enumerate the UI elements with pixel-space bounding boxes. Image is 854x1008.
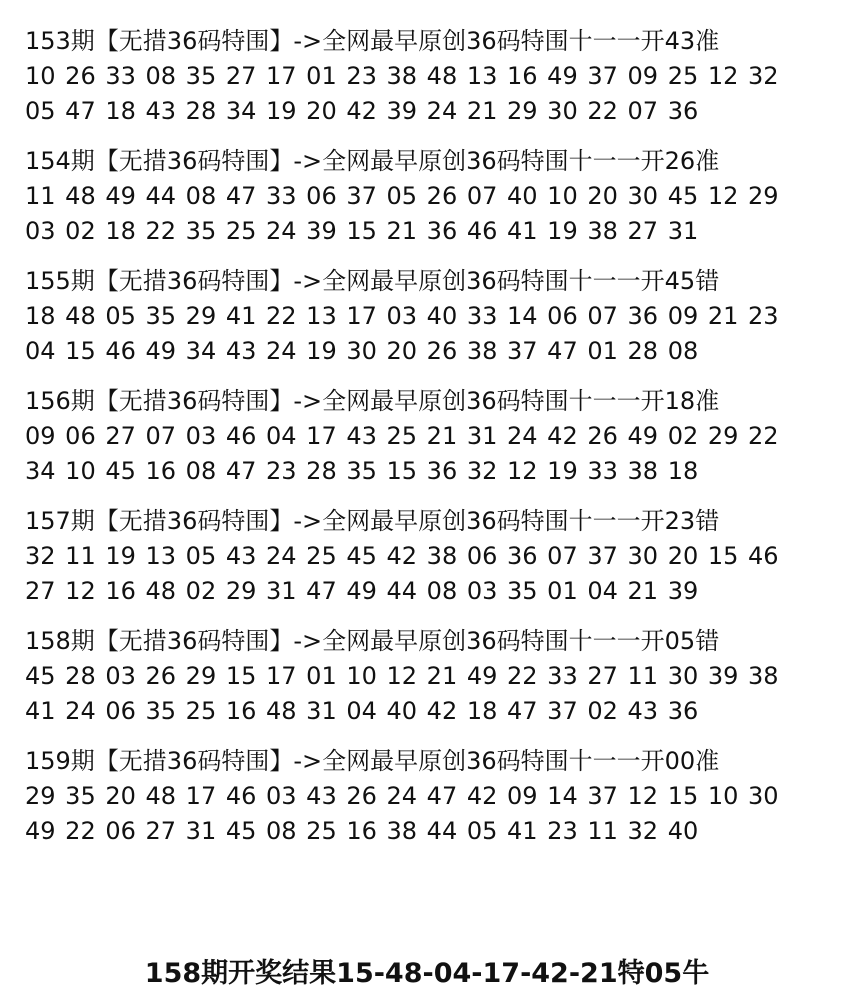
entry-header: 156期【无措36码特围】->全网最早原创36码特围十一一开18准 bbox=[25, 387, 720, 415]
number-row: 05 47 18 43 28 34 19 20 42 39 24 21 29 30 22 07 36 bbox=[25, 97, 699, 125]
entry-header: 155期【无措36码特围】->全网最早原创36码特围十一一开45错 bbox=[25, 267, 720, 295]
entry-154 bbox=[25, 144, 835, 249]
number-row: 32 11 19 13 05 43 24 25 45 42 38 06 36 07 37 30 20 15 46 bbox=[25, 542, 779, 570]
number-row: 29 35 20 48 17 46 03 43 26 24 47 42 09 14 37 12 15 10 30 bbox=[25, 782, 779, 810]
entry-header: 157期【无措36码特围】->全网最早原创36码特围十一一开23错 bbox=[25, 507, 720, 535]
number-row: 18 48 05 35 29 41 22 13 17 03 40 33 14 06 07 36 09 21 23 bbox=[25, 302, 779, 330]
entry-158 bbox=[25, 624, 835, 729]
number-row: 45 28 03 26 29 15 17 01 10 12 21 49 22 33 27 11 30 39 38 bbox=[25, 662, 779, 690]
entry-header: 154期【无措36码特围】->全网最早原创36码特围十一一开26准 bbox=[25, 147, 720, 175]
entry-156 bbox=[25, 384, 835, 489]
prediction-list bbox=[25, 24, 835, 864]
number-row: 49 22 06 27 31 45 08 25 16 38 44 05 41 23 11 32 40 bbox=[25, 817, 699, 845]
number-row: 09 06 27 07 03 46 04 17 43 25 21 31 24 42 26 49 02 29 22 bbox=[25, 422, 779, 450]
entry-header: 153期【无措36码特围】->全网最早原创36码特围十一一开43准 bbox=[25, 27, 720, 55]
number-row: 04 15 46 49 34 43 24 19 30 20 26 38 37 47 01 28 08 bbox=[25, 337, 699, 365]
entry-153 bbox=[25, 24, 835, 129]
number-row: 27 12 16 48 02 29 31 47 49 44 08 03 35 01 04 21 39 bbox=[25, 577, 699, 605]
entry-159 bbox=[25, 744, 835, 849]
entry-header: 158期【无措36码特围】->全网最早原创36码特围十一一开05错 bbox=[25, 627, 720, 655]
number-row: 10 26 33 08 35 27 17 01 23 38 48 13 16 49 37 09 25 12 32 bbox=[25, 62, 779, 90]
entry-155 bbox=[25, 264, 835, 369]
draw-result-footer: 158期开奖结果15-48-04-17-42-21特05牛 bbox=[144, 958, 710, 989]
number-row: 41 24 06 35 25 16 48 31 04 40 42 18 47 37 02 43 36 bbox=[25, 697, 699, 725]
number-row: 03 02 18 22 35 25 24 39 15 21 36 46 41 19 38 27 31 bbox=[25, 217, 699, 245]
entry-header: 159期【无措36码特围】->全网最早原创36码特围十一一开00准 bbox=[25, 747, 720, 775]
number-row: 34 10 45 16 08 47 23 28 35 15 36 32 12 19 33 38 18 bbox=[25, 457, 699, 485]
entry-157 bbox=[25, 504, 835, 609]
number-row: 11 48 49 44 08 47 33 06 37 05 26 07 40 10 20 30 45 12 29 bbox=[25, 182, 779, 210]
